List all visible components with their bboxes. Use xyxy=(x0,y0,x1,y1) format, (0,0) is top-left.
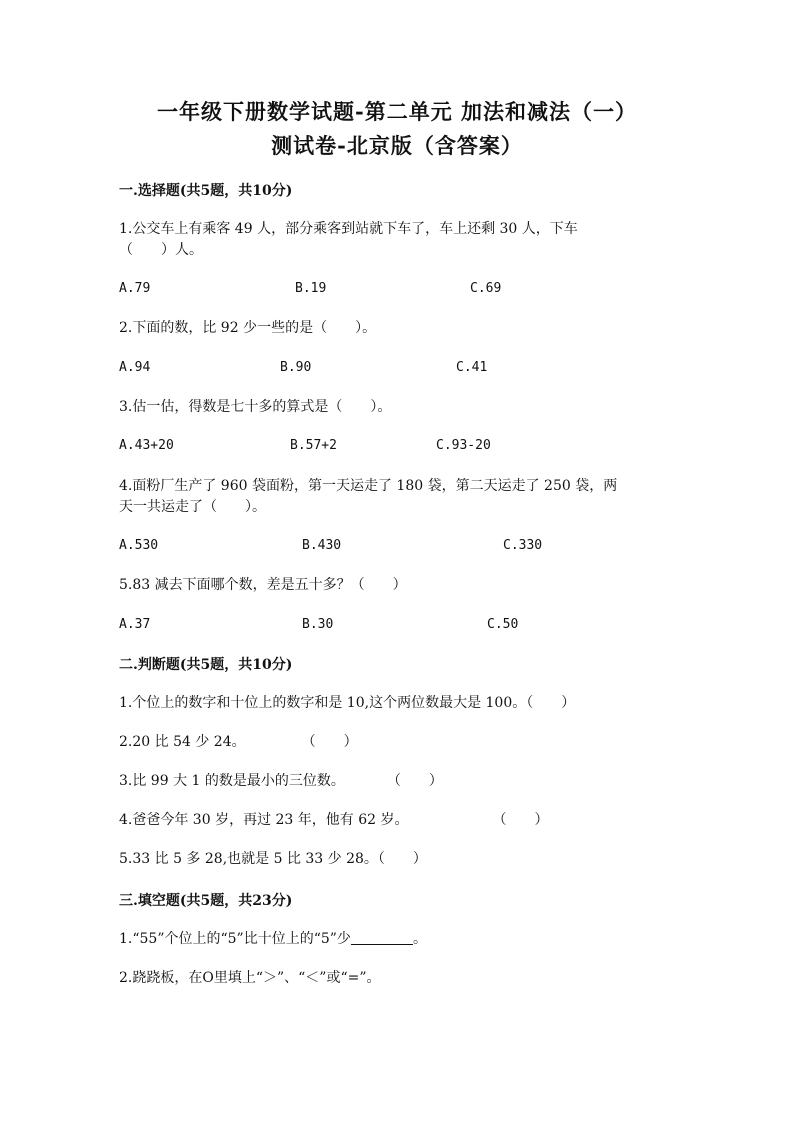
choice-option-2a: A.94 xyxy=(119,360,151,375)
fill-question-1-text: 1.“55”个位上的“5”比十位上的“5”少 xyxy=(119,931,351,947)
choice-question-1-line2: （ ）人。 xyxy=(119,242,203,258)
choice-question-5: 5.83 减去下面哪个数，差是五十多？（ ） xyxy=(119,577,407,593)
document-title-line2: 测试卷-北京版（含答案） xyxy=(271,133,523,158)
judgement-question-4: 4.爸爸今年 30 岁，再过 23 年，他有 62 岁。 （ ） xyxy=(119,812,549,828)
choice-option-5a: A.37 xyxy=(119,617,151,632)
document-title-line1: 一年级下册数学试题-第二单元 加法和减法（一） xyxy=(156,99,638,124)
choice-question-1: 1.公交车上有乘客 49 人，部分乘客到站就下车了，车上还剩 30 人，下车 xyxy=(119,221,578,237)
section-heading-choice: 一.选择题(共5题，共10分) xyxy=(119,183,293,199)
choice-option-2c: C.41 xyxy=(456,360,488,375)
choice-option-5c: C.50 xyxy=(487,617,519,632)
choice-question-3: 3.估一估，得数是七十多的算式是（ ）。 xyxy=(119,399,392,415)
choice-option-5b: B.30 xyxy=(302,617,334,632)
choice-option-1b: B.19 xyxy=(295,281,327,296)
choice-question-2: 2.下面的数，比 92 少一些的是（ ）。 xyxy=(119,320,377,336)
judgement-question-5: 5.33 比 5 多 28,也就是 5 比 33 少 28。（ ） xyxy=(119,851,427,867)
choice-option-4a: A.530 xyxy=(119,538,159,553)
choice-option-4c: C.330 xyxy=(503,538,543,553)
choice-option-3c: C.93-20 xyxy=(436,438,491,453)
choice-option-1c: C.69 xyxy=(470,281,502,296)
fill-question-2: 2.跷跷板，在O里填上“＞”、“＜”或“=”。 xyxy=(119,970,381,986)
choice-option-2b: B.90 xyxy=(280,360,312,375)
answer-blank[interactable] xyxy=(351,930,413,945)
choice-option-4b: B.430 xyxy=(302,538,342,553)
fill-question-1-end: 。 xyxy=(412,931,427,947)
choice-question-4: 4.面粉厂生产了 960 袋面粉，第一天运走了 180 袋，第二天运走了 250 袋，两 xyxy=(119,478,618,494)
section-heading-judgement: 二.判断题(共5题，共10分) xyxy=(119,657,293,673)
choice-option-1a: A.79 xyxy=(119,281,151,296)
choice-option-3b: B.57+2 xyxy=(290,438,337,453)
fill-question-1 xyxy=(119,929,427,950)
judgement-question-1: 1.个位上的数字和十位上的数字和是 10,这个两位数最大是 100。（ ） xyxy=(119,695,576,711)
choice-question-4-line2: 天一共运走了（ ）。 xyxy=(119,499,266,515)
section-heading-fill-in: 三.填空题(共5题，共23分) xyxy=(119,893,293,909)
judgement-question-2: 2.20 比 54 少 24。 （ ） xyxy=(119,734,358,750)
judgement-question-3: 3.比 99 大 1 的数是最小的三位数。 （ ） xyxy=(119,773,443,789)
choice-option-3a: A.43+20 xyxy=(119,438,174,453)
